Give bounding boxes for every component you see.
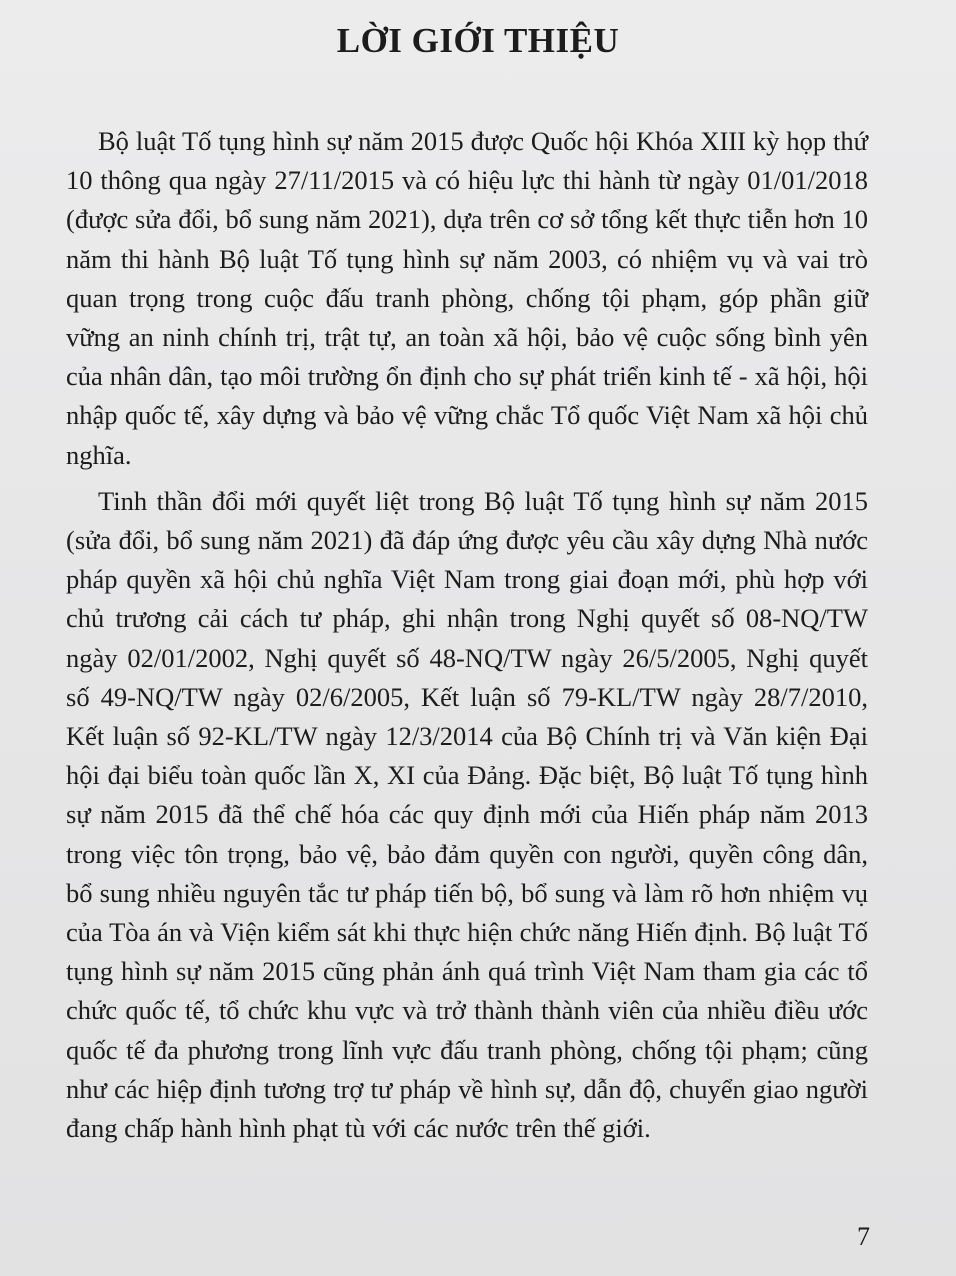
- paragraph-1: Bộ luật Tố tụng hình sự năm 2015 được Quốc hội Khóa XIII kỳ họp thứ 10 thông qua ngày 27/11/2015 và có hiệu lực thi hành từ ngày 01/01/2018 (được sửa đổi, bổ sung năm 2021), dựa trên cơ sở tổng kết thực tiễn hơn 10 năm thi hành Bộ luật Tố tụng hình sự năm 2003, có nhiệm vụ và vai trò quan trọng trong cuộc đấu tranh phòng, chống tội phạm, góp phần giữ vững an ninh chính trị, trật tự, an toàn xã hội, bảo vệ cuộc sống bình yên của nhân dân, tạo môi trường ổn định cho sự phát triển kinh tế - xã hội, hội nhập quốc tế, xây dựng và bảo vệ vững chắc Tổ quốc Việt Nam xã hội chủ nghĩa.: [66, 126, 868, 470]
- page-number: 7: [857, 1222, 870, 1251]
- paragraph-2: Tinh thần đổi mới quyết liệt trong Bộ luật Tố tụng hình sự năm 2015 (sửa đổi, bổ sung năm 2021) đã đáp ứng được yêu cầu xây dựng Nhà nước pháp quyền xã hội chủ nghĩa Việt Nam trong giai đoạn mới, phù hợp với chủ trương cải cách tư pháp, ghi nhận trong Nghị quyết số 08-NQ/TW ngày 02/01/2002, Nghị quyết số 48-NQ/TW ngày 26/5/2005, Nghị quyết số 49-NQ/TW ngày 02/6/2005, Kết luận số 79-KL/TW ngày 28/7/2010, Kết luận số 92-KL/TW ngày 12/3/2014 của Bộ Chính trị và Văn kiện Đại hội đại biểu toàn quốc lần X, XI của Đảng. Đặc biệt, Bộ luật Tố tụng hình sự năm 2015 đã thể chế hóa các quy định mới của Hiến pháp năm 2013 trong việc tôn trọng, bảo vệ, bảo đảm quyền con người, quyền công dân, bổ sung nhiều nguyên tắc tư pháp tiến bộ, bổ sung và làm rõ hơn nhiệm vụ của Tòa án và Viện kiểm sát khi thực hiện chức năng Hiến định. Bộ luật Tố tụng hình sự năm 2015 cũng phản ánh quá trình Việt Nam tham gia các tổ chức quốc tế, tổ chức khu vực và trở thành thành viên của nhiều điều ước quốc tế đa phương trong lĩnh vực đấu tranh phòng, chống tội phạm; cũng như các hiệp định tương trợ tư pháp về hình sự, dẫn độ, chuyển giao người đang chấp hành hình phạt tù với các nước trên thế giới.: [66, 485, 868, 1144]
- page-title: LỜI GIỚI THIỆU: [336, 21, 620, 60]
- body-text: [66, 122, 868, 1155]
